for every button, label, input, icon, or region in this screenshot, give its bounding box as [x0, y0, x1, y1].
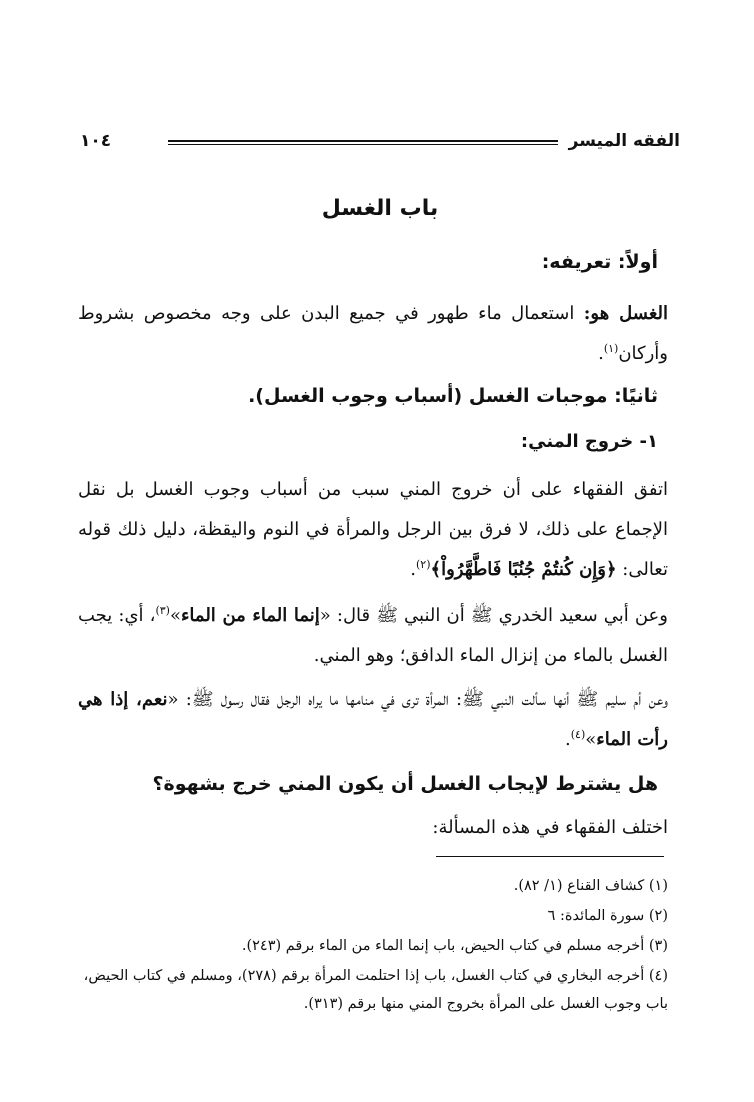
footnote-1: (١) كشاف القناع (١/ ٨٢).	[513, 878, 668, 894]
section-heading-definition: أولاً: تعريفه:	[541, 251, 658, 273]
quran-verse: ﴿وَإِن كُنتُمْ جُنُبًا فَاطَّهَّرُواْ﴾	[430, 559, 617, 580]
question-heading: هل يشترط لإيجاب الغسل أن يكون المني خرج بشهوة؟	[152, 773, 658, 795]
item-heading-semen: ١- خروج المني:	[520, 431, 658, 452]
consensus-end: .	[410, 559, 416, 580]
hadith-abu-said-close: »	[169, 605, 181, 626]
hadith-umm-sulaym-text: نعم، إذا هي رأت الماء	[78, 689, 668, 750]
footnote-ref-1: (١)	[603, 342, 619, 355]
hadith-abu-said-text: إنما الماء من الماء	[180, 605, 320, 626]
hadith-umm-sulaym-intro: وعن أم سليم ﷺ أنها سألت النبي ﷺ: المرأة ترى في منامها ما يراه الرجل فقال رسول ﷺ: «	[167, 689, 668, 710]
chapter-title: باب الغسل	[321, 196, 439, 221]
footnote-ref-2: (٢)	[416, 558, 431, 571]
definition-text: استعمال ماء طهور في جميع البدن على وجه مخصوص بشروط وأركان	[78, 303, 668, 364]
hadith-abu-said-paragraph	[78, 596, 668, 676]
definition-term: الغسل هو:	[583, 303, 669, 324]
footnote-ref-4: (٤)	[570, 728, 586, 741]
hadith-umm-sulaym-end: .	[564, 729, 571, 750]
consensus-text: اتفق الفقهاء على أن خروج المني سبب من أسباب وجوب الغسل بل نقل الإجماع على ذلك، لا فرق بين الرجل والمرأة في النوم واليقظة، دليل ذلك قوله تعالى:	[78, 479, 668, 580]
definition-end: .	[598, 343, 604, 364]
hadith-umm-sulaym-paragraph	[78, 680, 668, 760]
footnote-3: (٣) أخرجه مسلم في كتاب الحيض، باب إنما الماء من الماء برقم (٢٤٣).	[241, 938, 668, 954]
header-rule-short	[168, 140, 228, 145]
hadith-abu-said-explanation: ، أي: يجب الغسل بالماء من إنزال الماء الدافق؛ وهو المني.	[78, 605, 668, 666]
running-header	[80, 128, 680, 154]
footnote-ref-3: (٣)	[155, 604, 170, 617]
footnote-2: (٢) سورة المائدة: ٦	[547, 908, 668, 924]
section-heading-causes: ثانيًا: موجبات الغسل (أسباب وجوب الغسل).	[248, 385, 658, 407]
footnote-4: (٤) أخرجه البخاري في كتاب الغسل، باب إذا احتلمت المرأة برقم (٢٧٨)، ومسلم في كتاب الحيض، باب وجوب الغسل على المرأة بخروج المني منها برقم (٣١٣).	[83, 968, 668, 1012]
hadith-umm-sulaym-close: »	[585, 729, 597, 750]
book-title: الفقه الميسر	[568, 131, 680, 151]
page-number: ١٠٤	[80, 131, 112, 151]
disagreement-paragraph: اختلف الفقهاء في هذه المسألة:	[432, 817, 668, 838]
consensus-paragraph	[78, 470, 668, 590]
hadith-abu-said-intro: وعن أبي سعيد الخدري ﷺ أن النبي ﷺ قال: «	[319, 605, 668, 626]
footnote-separator	[436, 856, 664, 857]
header-rule	[210, 140, 558, 145]
definition-paragraph	[78, 294, 668, 374]
